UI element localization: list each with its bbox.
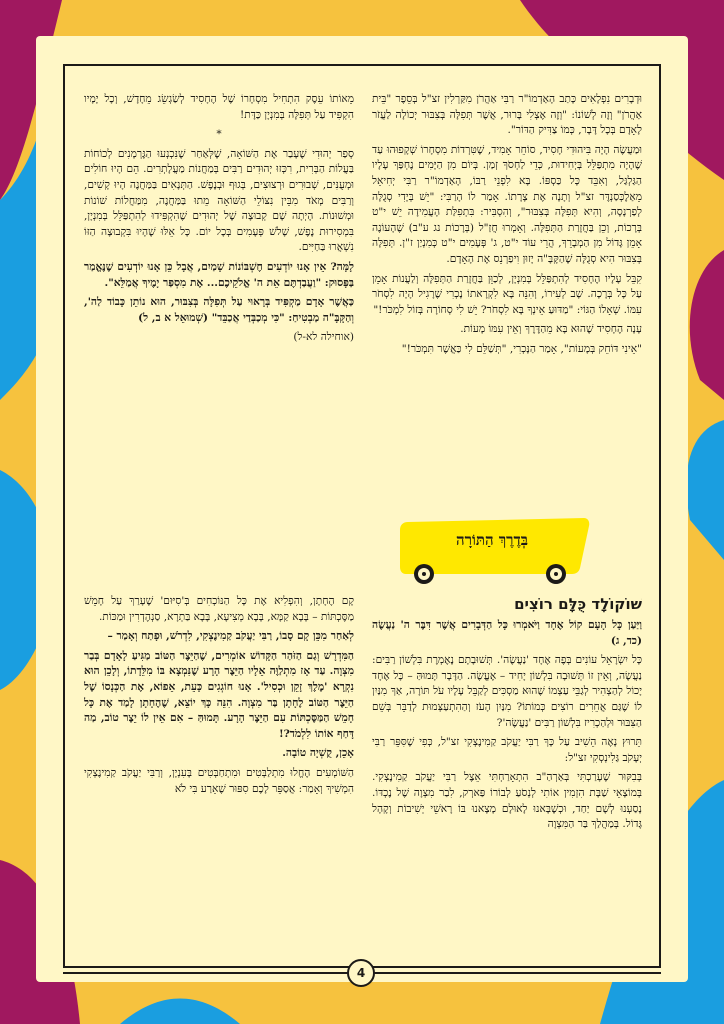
paragraph: בְּבִקּוּר שֶׁעָרַכְתִּי בְּאַרְהַ"ב הִתְאָרַחְתִּי אֵצֶל רַבִּי יַעֲקֹב קַמִינֶצְקִי. בְּמוֹצָאֵי שַׁבָּת הִזְמִין אוֹתִי לְנְסֹעַ לְבוֹרוֹ פַּארְק, לִבַר מִצְוָה שֶׁל נֶכְדּוֹ. נָסַעְנוּ לְשָׁם יַחַד, וּכְשֶׁבָּאנוּ לָאוּלָם מָצָאנוּ בּוֹ רָאשֵׁי יְשִׁיבוֹת וְקָהָל גָּדוֹל. בְּמַהֲלַךְ בַּר הַמִּצְוָה bbox=[372, 771, 642, 831]
section-banner-label: בְּדֶרֶךְ הַתּוֹרָה bbox=[455, 531, 528, 549]
paragraph-bold: כַּאֲשֶׁר אָדָם מַקְפִּיד בְּרָאוּי עַל תְּפִלָּה בְּצִבּוּר, הוּא נוֹתֵן כָּבוֹד לַה', וְהַקָּבָּ"ה מַבְטִיחַ: "כִּי מְכַבְּדַי אֲכַבֵּד" (שְׁמוּאֵל א ב, ל) bbox=[84, 296, 354, 324]
paragraph: קָם הֶחָתָן, וְהִפְלִיא אֶת כָּל הַנּוֹכְחִים בְּ'סִיּוּם' שֶׁעָרַךְ עַל חָמֵשׁ מַסֶּכְתּוֹת – בָּבָא קַמָּא, בָּבָא מְצִיעָא, בָּבָא בַּתְרָא, סַנְהֶדְרִין וּמַכּוֹת. bbox=[84, 595, 354, 623]
paragraph: קִבֵּל עָלָיו הֶחָסִיד לְהִתְפַּלֵּל בְּמִנְיָן, לְכַוֵּן בַּחֲזָרַת הַתְּפִלָּה וְלַעֲנוֹת אָמֵן עַל כָּל בְּרָכָה. שָׁב לְעִירוֹ, וְהִנֵּה בָּא לִקְרָאתוֹ נָכְרִי שֶׁרָגִיל הָיָה לִסְחֹר עִמּוֹ. שְׁאָלוֹ הַגּוֹי: "מַדּוּעַ אֵינְךָ בָּא לִסְחֹר? יֵשׁ לִי סְחוֹרָה בְּזוֹל לִמְכֹּר!" bbox=[372, 272, 642, 316]
paragraph: עָנָה הֶחָסִיד שֶׁהוּא בָּא מֵהַדֶּרֶךְ וְאֵין עִמּוֹ מָעוֹת. bbox=[460, 323, 642, 336]
paragraph: סְפַר יְהוּדִי שֶׁעָבַר אֶת הַשּׁוֹאָה, שֶׁלְּאַחַר שֶׁנִּכְנְעוּ הַגֶּרְמָנִים לְכוֹחוֹת בַּעֲלוֹת הַבְּרִית, רִכְּזוּ יְהוּדִים רַבִּים בְּמַחֲנוֹת מַעֲלָתְרִים. הֵם הָיוּ חוֹלִים וּמְעֻנִּים, שְׁבוּרִים וּרְצוּצִים, בְּגוּף וּבְנֶפֶשׁ. הַתְּנָאִים בַּמַּחֲנֶה הָיוּ קָשִׁים, וְרַבִּים מְאֹד מִבֵּין נִצּוֹלֵי הַשּׁוֹאָה מֵתוּ בַּמַּחֲנֶה, מִמַּחֲלוֹת שׁוֹנוֹת וּמְשׁוּנוֹת. הָיְתָה שָׁם קְבוּצָה שֶׁל יְהוּדִים שֶׁהִקְפִּידוּ לְהִתְפַּלֵּל בְּמִנְיָן, בִּמְסִירוּת נֶפֶשׁ, שָׁלֹשׁ פְּעָמִים בְּכָל יוֹם. כָּל אֵלּוּ שֶׁהָיוּ בִּקְבוּצָה הַזּוֹ נִשְׁאֲרוּ בַּחַיִּים. bbox=[84, 147, 354, 254]
paragraph: וּמַעֲשֶׂה הָיָה בִּיהוּדִי חָסִיד, סוֹחֵר אָמִיד, שֶׁטִּרְדוֹת מִסְחָרוֹ שְׁקָפוּהוּ עַד שֶׁהָיָה מִתְפַּלֵּל בְּיְחִידוּת, כְּדֵי לַחְסֹךְ זְמַן. בְּיוֹם מִן הַיָּמִים נֶחְפַּךְ עָלָיו הַגַּלְגַּל, וְאִבֵּד כָּל כַּסְפּוֹ. בָּא לִפְנֵי רַבּוֹ, הָאַדְמוֹ"ר רַבִּי יְחִיאֵל מֵאַלֶכְּסַנְדֶּר זצ"ל וְתָנָה אֶת צָרָתוֹ. אָמַר לוֹ הָרַבִּי: "יֵשׁ בְּיָדִי סְגֻלָּה לְפַרְנָסָה, וְהִיא תְּפִלָּה בְּצִבּוּר", וְהִסְבִּיר: בִּתְפִלַּת הָעֲמִידָה יֵשׁ י"ט בְּרָכוֹת, וְכֵן בַּחֲזָרַת הַתְּפִלָּה. וְאָמְרוּ חֲזַ"ל (בְּרָכוֹת נג ע"ב) שֶׁהָעוֹנֶה אָמֵן גָּדוֹל מִן הַמְבָרֵךְ, הֲרֵי עוֹד י"ט, ג' פְּעָמִים י"ט כְּמִנְיַן ז"ן. תְּפִלָּה בְּצִבּוּר הִיא סְגֻלָּה שֶׁהַקָּבָּ"ה יָזוּן וִיפַרְנֵס אֶת הָאָדָם. bbox=[372, 143, 642, 265]
paragraph-bold: הַמִּדְרָשׁ וְגַם הַזֹּהַר הַקָּדוֹשׁ אוֹמְרִים, שֶׁהַיֵּצֶר הַטּוֹב מַגִּיעַ לָאָדָם בְּבַר מִצְוָה. עַד אָז מִתְלַוֶּה אֵלָיו הַיֵּצֶר הָרָע שֶׁנִּמְצָא בּוֹ מִלֵּדָתוֹ, וְלָכֵן הוּא נִקְרָא 'מֶלֶךְ זָקֵן וּכְסִיל'. אָנוּ חוֹגְגִים כָּעֵת, אֵפוֹא, אֶת הַכְּנָסוֹ שֶׁל הַיֵּצֶר הַטּוֹב לֶחָתָן בַּר מִצְוָה. הִנֵּה כָּךְ יוֹצֵא, שֶׁהֶחָתָן לָמַד אֶת כָּל חָמֵשׁ הַמַּסֶּכְתּוֹת עִם הַיֵּצֶר הָרָע. תָּמוּהַּ – אִם אֵין לוֹ יֵצֶר טוֹב, מַה דָּחַף אוֹתוֹ לִלְמֹד?! bbox=[84, 649, 354, 740]
bus-banner-graphic bbox=[396, 516, 592, 586]
right-column-bottom bbox=[372, 594, 642, 960]
verse-quote: וַיַּעַן כָּל הָעָם קוֹל אֶחָד וַיֹּאמְרוּ כָּל הַדְּבָרִים אֲשֶׁר דִּבֶּר ה' נַעֲשֶׂה (כד, ג) bbox=[372, 619, 642, 647]
right-column-top bbox=[372, 92, 642, 468]
page-number: 4 bbox=[347, 959, 375, 987]
paragraph: כָּל יִשְׂרָאֵל עוֹנִים בְּפֶה אֶחָד 'נַעֲשֶׂה'. תְּשׁוּבָתָם נֶאֶמְרֶת בִּלְשׁוֹן רַבִּים: נַעֲשֶׂה, וְאֵין זוֹ תְּשׁוּבָה בִּלְשׁוֹן יָחִיד – אֶעֱשֶׂה. הַדָּבָר תָּמוּהַּ – כָּל אֶחָד יָכוֹל לְהַצְהִיר לְגַבֵּי עַצְמוֹ שֶׁהוּא מַסְכִּים לְקַבֵּל עָלָיו עֹל תּוֹרָה, אַךְ מִנַּיִן לוֹ שֶׁגַּם אֲחֵרִים רוֹצִים כְּמוֹתוֹ? מִנַּיִן הָעֹז וְהַהִתְעַצְּמוּת לְדַבֵּר בְּשֵׁם הַצִּבּוּר וּלְהַכְרִיז בִּלְשׁוֹן רַבִּים 'נַעֲשֶׂה'? bbox=[372, 654, 642, 729]
left-column-top bbox=[84, 92, 354, 478]
section-title: שׁוֹקוֹלָד כֻּלָּם רוֹצִים bbox=[514, 595, 642, 613]
paragraph-bold: אָכֵן, קֻשְׁיָה טוֹבָה. bbox=[282, 747, 354, 760]
paragraph: מֵאוֹתוֹ עֵסֶק הִתְחִיל מִסְחָרוֹ שֶׁל הֶחָסִיד לְשַׂגְשֵׂג מֵחָדָשׁ, וְכָל יָמָיו הִקְפִּיד עַל תְּפִלָּה בְּמִנְיָן כַּדָּת! bbox=[84, 93, 354, 121]
left-column-bottom bbox=[84, 594, 354, 960]
source-citation: (אוחילה לא-ל) bbox=[293, 331, 354, 344]
paragraph-bold: לָמָּה? אֵין אָנוּ יוֹדְעִים חֶשְׁבּוֹנוֹת שָׁמַיִם, אֲבָל כֵּן אָנוּ יוֹדְעִים שֶׁנֶּאֱמַר בַּפָּסוּק: "וַעֲבַדְתֶּם אֵת ה' אֱלֹקֵיכֶם... אֶת מִסְפַּר יָמֶיךָ אֲמַלֵּא". bbox=[84, 260, 354, 289]
separator-star: * bbox=[216, 128, 222, 141]
paragraph: תֵּרוּץ נָאֶה הֵשִׁיב עַל כָּךְ רַבִּי יַעֲקֹב קַמִינֶצְקִי זצ"ל, כְּפִי שֶׁסִּפֵּר רַבִּי יְעָקֹב גַּלִינְסְקִי זצ"ל: bbox=[372, 736, 642, 764]
paragraph: וּדְבָרִים נִפְלָאִים כָּתַב הָאַדְמוֹ"ר רַבִּי אַהֲרֹן מִקַּרְלִין זצ"ל בְּסֵפֶר "בֵּית אַהֲרֹן" וְזֶה לְשׁוֹנוֹ: "וְזֶה אֶצְלִי בָּרוּר, אֲשֶׁר תְּפִלָּה בְּצִבּוּר יְכוֹלָה לַעֲזֹר לָאָדָם בְּכָל דָּבָר, כְּמוֹ צַדִּיק הַדּוֹר". bbox=[372, 93, 642, 137]
paragraph: "אֵינִי דּוֹחֵק בְּמָעוֹת", אָמַר הַנָּכְרִי, "תְּשַׁלֵּם לִי כַּאֲשֶׁר תִּמְכֹּר!" bbox=[401, 342, 642, 355]
paragraph: הַשּׁוֹמְעִים הֶחֱלוּ מִתְלַבְּטִים וּמִתְחַבְּטִים בָּעִנְיָן, וְרַבִּי יַעֲקֹב קַמִינֶצְקִי הִמְשִׁיךְ וְאָמַר: אֲסַפֵּר לָכֶם סִפּוּר שֶׁאֵרַע בִּי לֹא bbox=[84, 766, 354, 795]
paragraph-bold: לְאַחַר מִכֵּן קָם סָבוֹ, רַבִּי יַעֲקֹב קַמִינֶצְקִי, לִדְרֹשׁ, וּפָתַח וְאָמַר – bbox=[107, 630, 354, 643]
